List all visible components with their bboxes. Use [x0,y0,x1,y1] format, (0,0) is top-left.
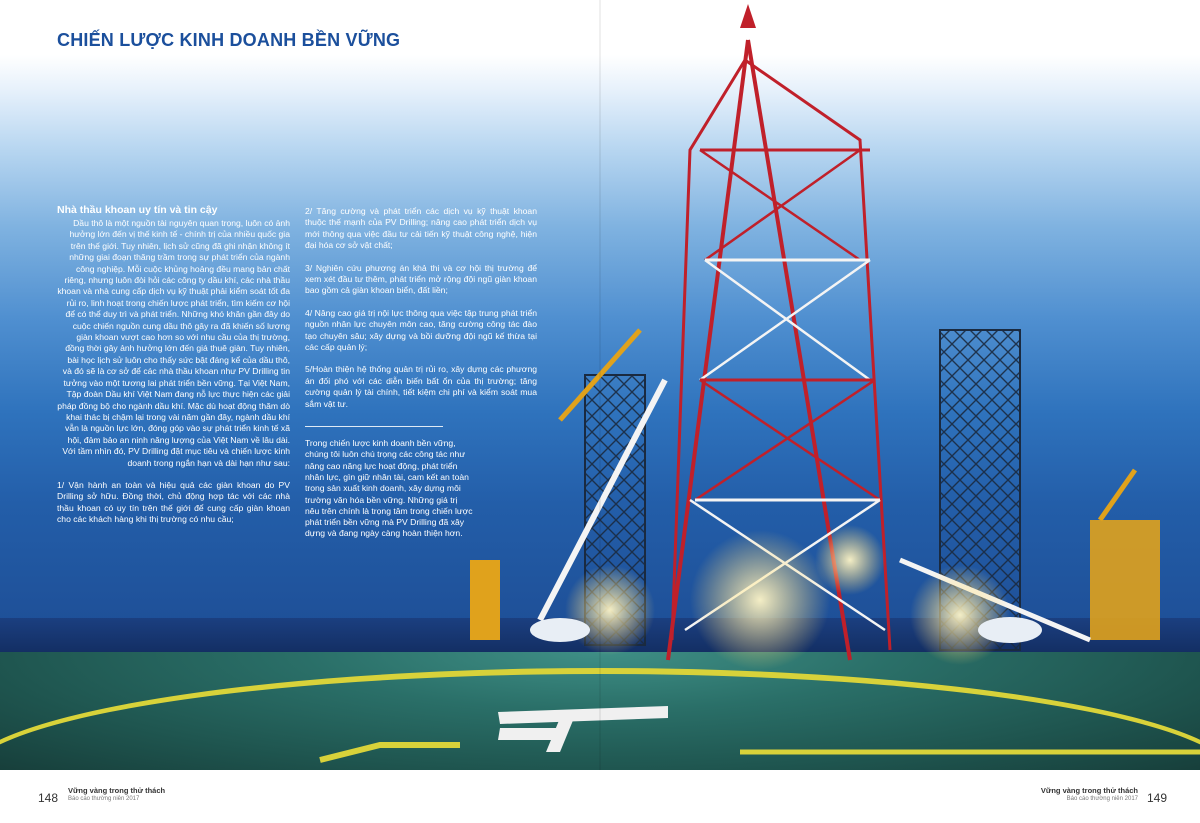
page-heading: CHIẾN LƯỢC KINH DOANH BỀN VỮNG [57,30,401,50]
left-footer-subtitle: Báo cáo thường niên 2017 [68,796,140,802]
text-column-left [57,204,290,526]
divider [305,426,443,427]
page-gutter [599,0,601,823]
paragraph: 1/ Vận hành an toàn và hiệu quả các giàn khoan do PV Drilling sở hữu. Đồng thời, chủ động hợp tác với các nhà thầu khoan có uy tín trên thế giới để cung cấp giàn khoan cho các khách hàng khi thị trường có nhu cầu; [57,479,290,525]
paragraph: 2/ Tăng cường và phát triển các dịch vụ kỹ thuật khoan thuộc thế mạnh của PV Drilling; nâng cao phát triển dịch vụ mới thông qua việc đầu tư cải tiến kỹ thuật công nghệ, hiện đại hóa cơ sở vật chất; [305,206,537,251]
helipad-h-mark [498,706,668,752]
right-page-number: 149 [1146,791,1167,805]
text-column-right [305,206,537,540]
highlight-quote: Trong chiến lược kinh doanh bền vững, chúng tôi luôn chú trọng các công tác như nâng cao năng lực hoạt động, phát triển nhân lực, gìn giữ nhân tài, cam kết an toàn trong sản xuất kinh doanh, xây dựng môi trường văn hóa bền vững. Những giá trị nêu trên chính là trọng tâm trong chiến lược phát triển bền vững mà PV Drilling đã xây dựng và đang ngày càng hoàn thiện hơn. [305,438,473,539]
left-footer-title: Vững vàng trong thử thách [68,786,166,795]
section-subheading: Nhà thầu khoan uy tín và tin cậy [57,204,218,216]
right-footer-subtitle: Báo cáo thường niên 2017 [1066,796,1138,802]
paragraph: Dầu thô là một nguồn tài nguyên quan trọng, luôn có ảnh hưởng lớn đến vị thế kinh tế - chính trị của nhiều quốc gia trên thế giới. Tuy nhiên, lịch sử cũng đã ghi nhận không ít những giai đoạn thăng trầm trong sự phát triển của ngành công nghiệp. Mỗi cuộc khủng hoảng đều mang bản chất riêng, nhưng luôn đòi hỏi các công ty dầu khí, các nhà thầu khoan và nhà cung cấp dịch vụ kỹ thuật phải kiểm soát tốt đa rủi ro, linh hoạt trong chiến lược phát triển, tìm kiếm cơ hội để có thể duy trì và phát triển. Những khó khăn gần đây do cuộc chiến nguồn cung dầu thô gây ra đã khiến số lượng giàn khoan vượt cao hơn so với nhu cầu của thị trường, đồng thời gây ảnh hưởng lớn đến giá thuê giàn. Tuy nhiên, bài học lịch sử luôn cho thấy sức bật đáng kể của dầu thô, và đó sẽ là cơ sở để các nhà thầu khoan như PV Drilling tin tưởng vào một tương lai phát triển bền vững. Tại Việt Nam, Tập đoàn Dầu khí Việt Nam đang nỗ lực thực hiện các giải pháp đồng bộ cho ngành dầu khí. Mặc dù hoạt động thăm dò khai thác bị chậm lại trong vài năm gần đây, ngành dầu khí vẫn là nguồn lực lớn, đóng góp vào sự phát triển kinh tế xã hội, đảm bảo an ninh năng lượng của Việt Nam về lâu dài. Với tầm nhìn đó, PV Drilling đặt mục tiêu và chiến lược kinh doanh trong ngắn hạn và dài hạn như sau: [57,218,290,468]
paragraph: 5/Hoàn thiện hệ thống quản trị rủi ro, xây dựng các phương án đối phó với các diễn biến bất ổn của thị trường; tăng cường quản lý tài chính, tiết kiệm chi phí và kiểm soát mua sắm vật tư. [305,364,537,409]
page-footer [0,770,1200,823]
paragraph: 4/ Nâng cao giá trị nội lực thông qua việc tập trung phát triển nguồn nhân lực chuyên môn cao, tăng cường công tác đào tạo chuyên sâu; xây dựng và bồi dưỡng đội ngũ kế thừa tại các cấp quản lý; [305,307,537,353]
right-footer-title: Vững vàng trong thử thách [1040,786,1138,795]
left-page-number: 148 [38,791,59,805]
paragraph: 3/ Nghiên cứu phương án khả thi và cơ hội thị trường để xem xét đầu tư thêm, phát triển mở rộng đội ngũ giàn khoan bao gồm cả giàn khoan biển, đất liền; [305,262,537,296]
